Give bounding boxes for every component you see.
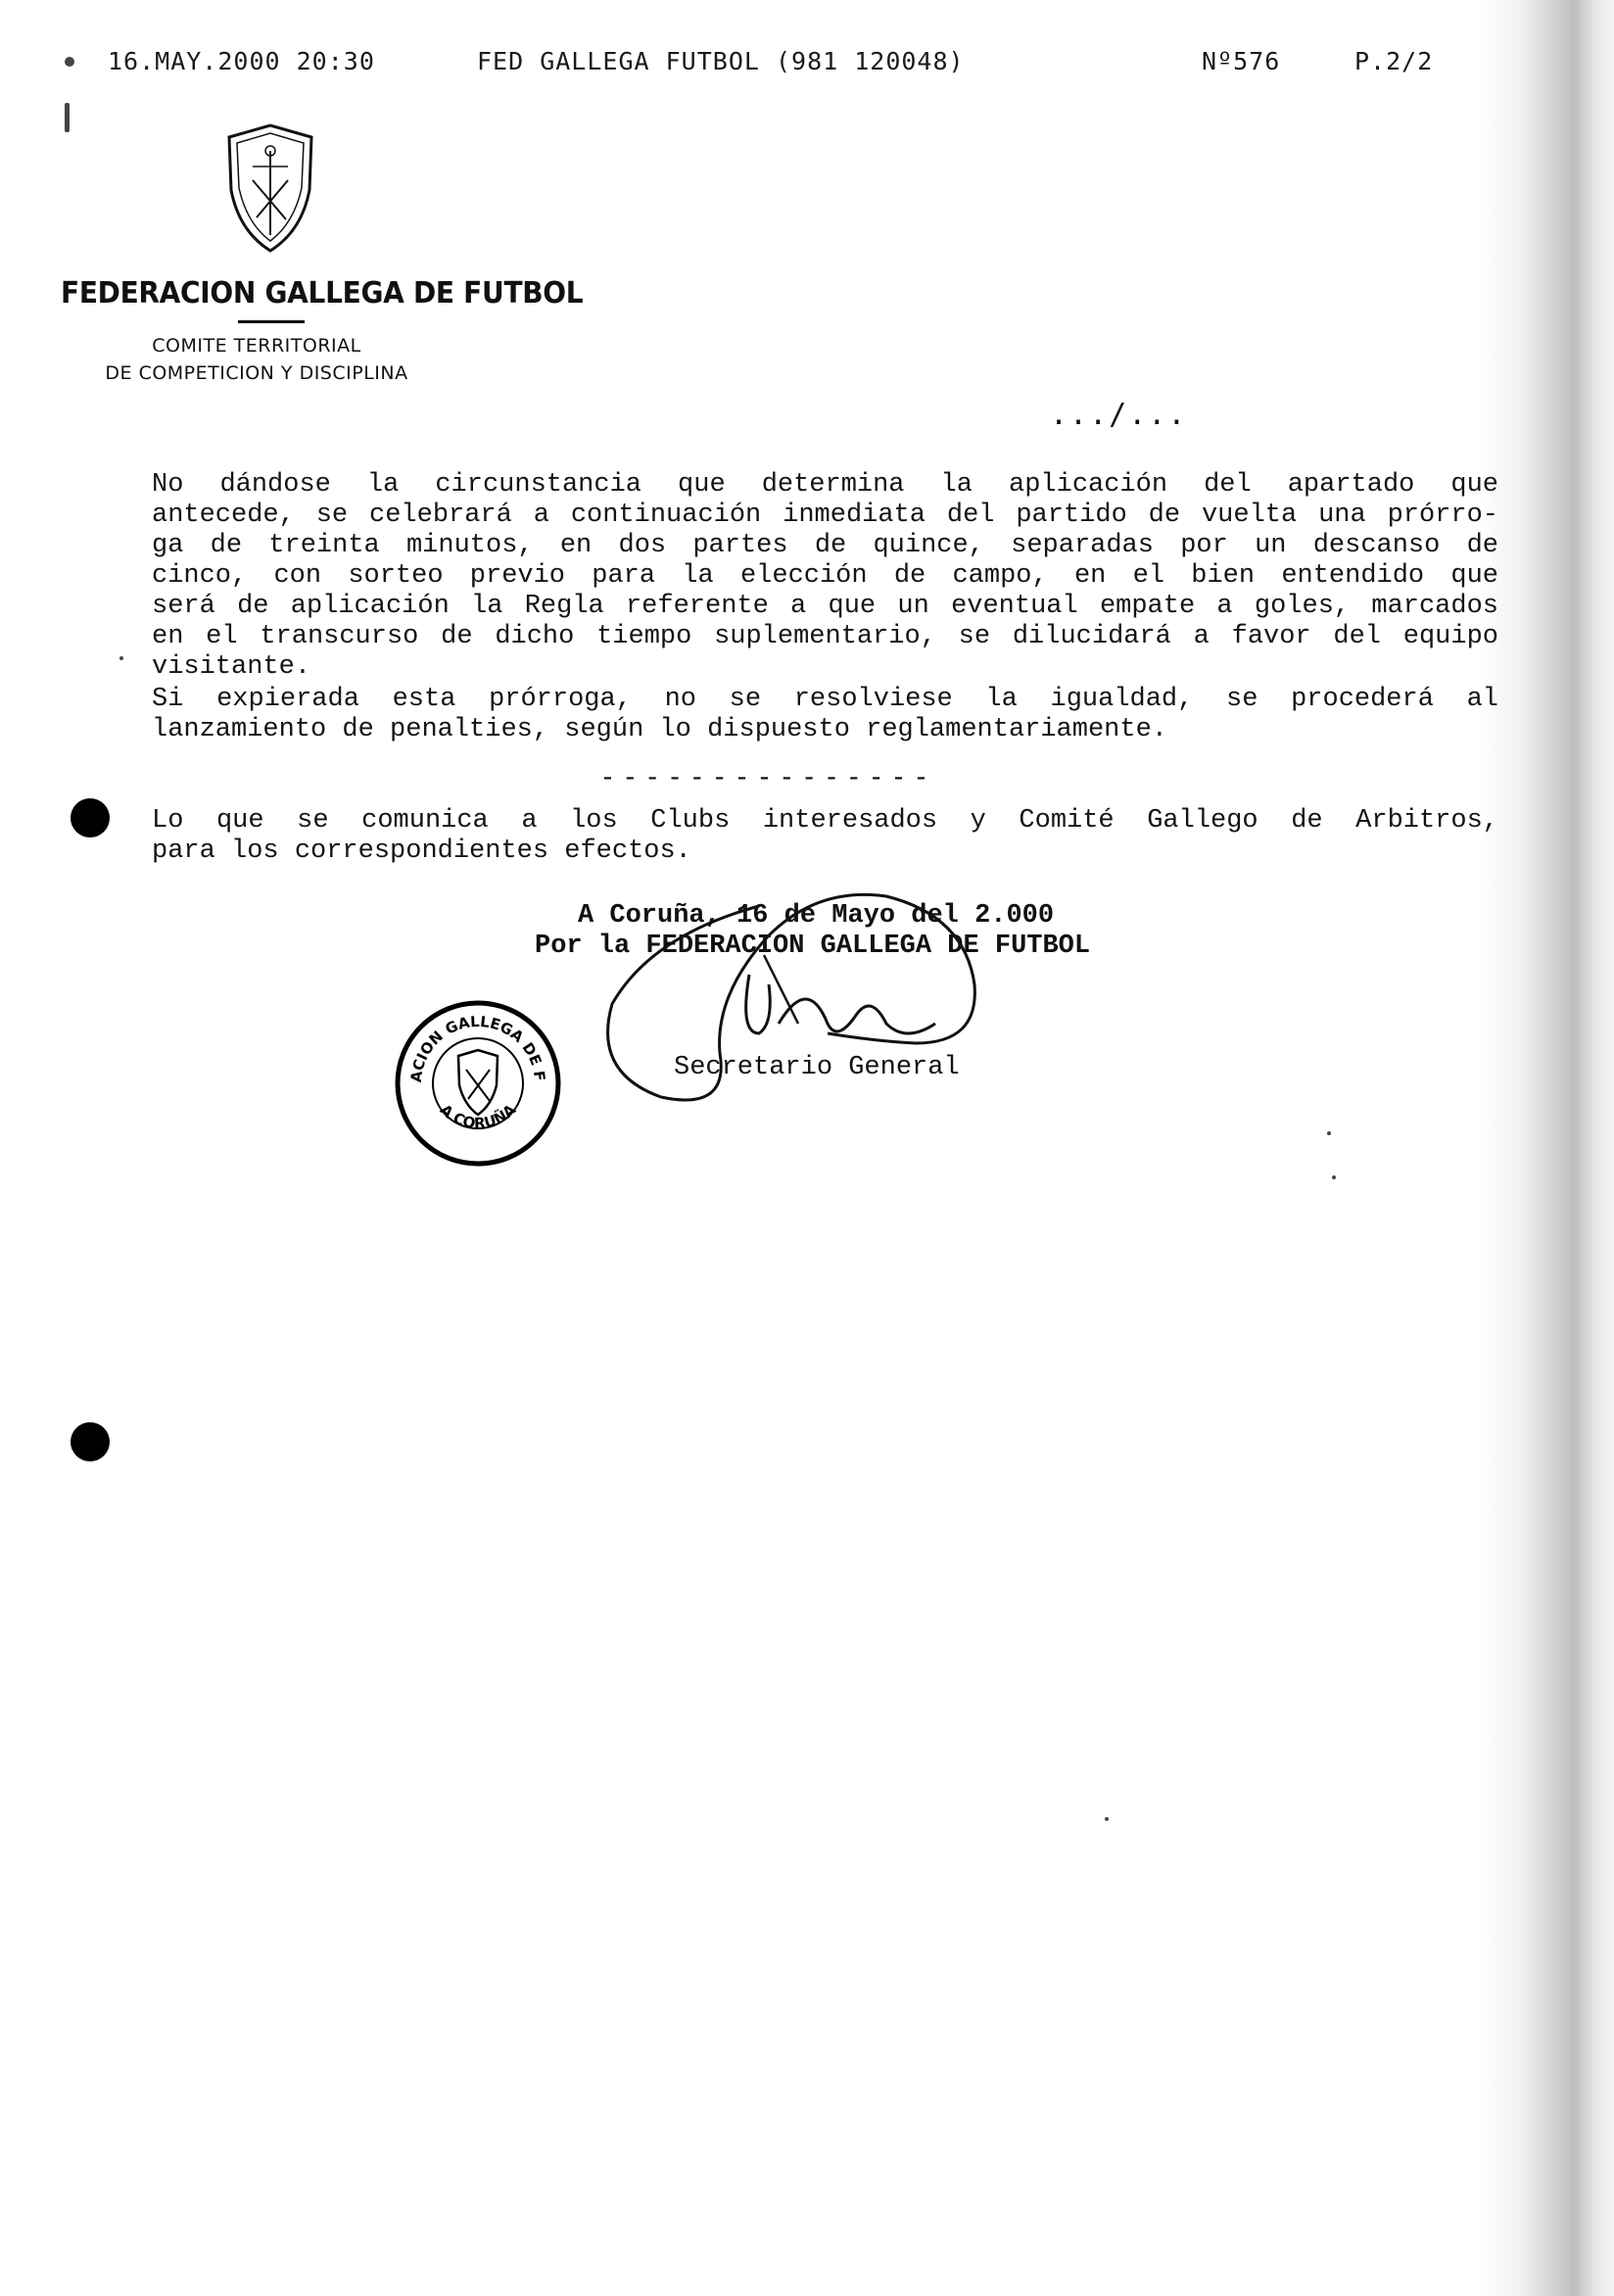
fax-datetime: 16.MAY.2000 20:30 — [108, 47, 375, 75]
punch-hole-top — [71, 798, 110, 837]
body-para1-line2: antecede, se celebrará a continuación inmediata del partido de vuelta una prórro- — [152, 501, 1498, 530]
body-para1-line6: en el transcurso de dicho tiempo suplementario, se dilucidará a favor del equipo — [152, 622, 1498, 651]
punch-hole-bottom — [71, 1422, 110, 1461]
body-para1-line3: ga de treinta minutos, en dos partes de quince, separadas por un descanso de — [152, 531, 1498, 560]
continuation-mark: .../... — [1050, 398, 1188, 432]
body-para1-line1: No dándose la circunstancia que determina la aplicación del apartado que — [152, 470, 1498, 500]
body-para1-line5: será de aplicación la Regla referente a que un eventual empate a goles, marcados — [152, 592, 1498, 621]
letterhead-subtitle-line1: COMITE TERRITORIAL — [152, 335, 361, 357]
scan-speck — [1105, 1817, 1109, 1821]
closing-place-date: A Coruña, 16 de Mayo del 2.000 — [578, 901, 1055, 931]
body-para2-line1: Si expierada esta prórroga, no se resolviese la igualdad, se procederá al — [152, 685, 1498, 714]
scan-speck — [65, 57, 74, 67]
signature — [593, 877, 1004, 1116]
federation-crest — [223, 121, 317, 259]
closing-by-line: Por la FEDERACION GALLEGA DE FUTBOL — [535, 932, 1091, 961]
body-para3-line1: Lo que se comunica a los Clubs interesados y Comité Gallego de Arbitros, — [152, 806, 1498, 836]
scan-speck — [1332, 1175, 1336, 1179]
letterhead-subtitle-line2: DE COMPETICION Y DISCIPLINA — [105, 362, 408, 384]
fax-sender: FED GALLEGA FUTBOL (981 120048) — [477, 47, 965, 75]
fax-page: P.2/2 — [1354, 47, 1434, 75]
fax-number: Nº576 — [1202, 47, 1281, 75]
scan-speck — [65, 103, 70, 132]
body-para2-line2: lanzamiento de penalties, según lo dispuesto reglamentariamente. — [152, 715, 1167, 744]
body-para3-line2: para los correspondientes efectos. — [152, 837, 691, 866]
stamp-ring-top: ACION GALLEGA DE F — [406, 1012, 549, 1083]
section-separator: --------------- — [599, 760, 935, 792]
letterhead-divider — [238, 320, 305, 323]
letterhead-org-name: FEDERACION GALLEGA DE FUTBOL — [61, 274, 584, 311]
body-para1-line4: cinco, con sorteo previo para la elección de campo, en el bien entendido que — [152, 561, 1498, 591]
closing-role: Secretario General — [674, 1053, 960, 1082]
scan-speck — [119, 656, 123, 660]
scan-speck — [1327, 1131, 1331, 1135]
federation-stamp — [394, 999, 562, 1172]
scan-edge-shadow — [1479, 0, 1614, 2296]
body-para1-line7: visitante. — [152, 652, 311, 682]
stamp-ring-bottom: A CORUÑA — [436, 1100, 520, 1132]
